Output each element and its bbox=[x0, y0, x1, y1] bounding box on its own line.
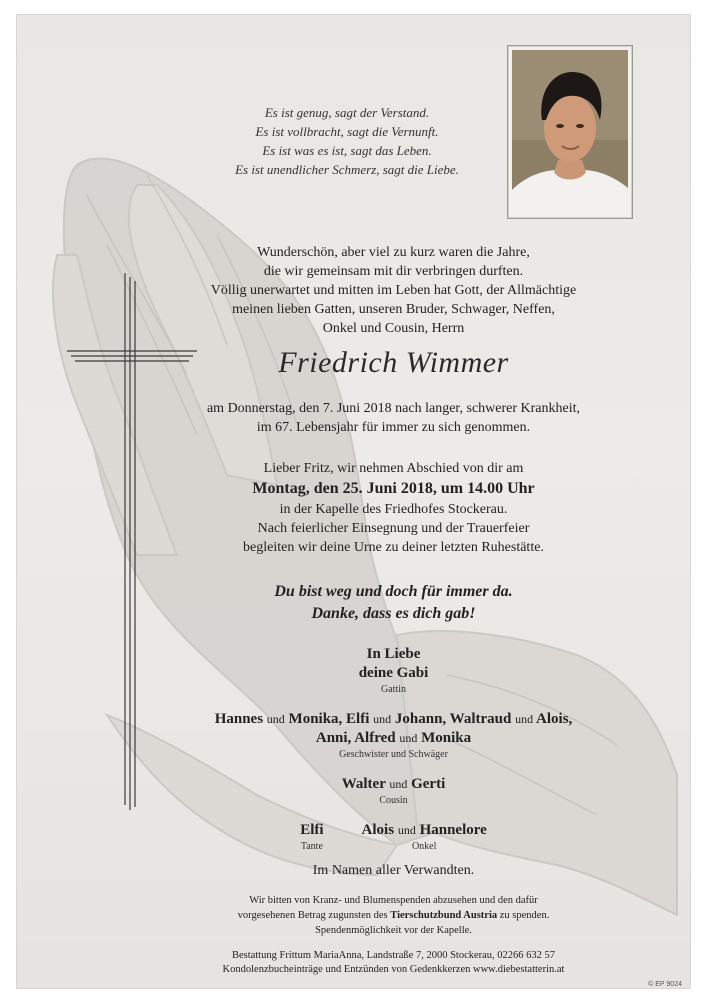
funeral-ceremony: Nach feierlicher Einsegnung und der Trauerfeier bbox=[257, 521, 530, 536]
mourners-list bbox=[157, 645, 630, 853]
aunt-role: Tante bbox=[300, 841, 323, 852]
and-word: und bbox=[399, 731, 418, 745]
intro-text bbox=[157, 243, 630, 338]
cousin-name: Gerti bbox=[411, 776, 446, 792]
memorial-saying bbox=[157, 581, 630, 625]
funeral-location: in der Kapelle des Friedhofes Stockerau. bbox=[279, 502, 508, 517]
sibling-name: Hannes bbox=[214, 711, 264, 727]
funeral-intro: Lieber Fritz, wir nehmen Abschied von dir am bbox=[263, 461, 524, 476]
intro-line: Wunderschön, aber viel zu kurz waren die Jahre, bbox=[257, 245, 530, 260]
portrait-frame bbox=[507, 45, 633, 219]
funeral-urn: begleiten wir deine Urne zu deiner letzten Ruhestätte. bbox=[243, 540, 544, 555]
note-line: Spendenmöglichkeit vor der Kapelle. bbox=[315, 925, 472, 936]
deceased-name: Friedrich Wimmer bbox=[278, 346, 509, 379]
opening-quote bbox=[197, 103, 497, 179]
uncle-role: Onkel bbox=[411, 841, 437, 852]
note-line bbox=[157, 908, 630, 923]
saying-line: Danke, dass es dich gab! bbox=[311, 605, 476, 622]
aunt-name: Elfi bbox=[300, 822, 324, 838]
saying-line: Du bist weg und doch für immer da. bbox=[274, 583, 513, 600]
wife-line1: In Liebe bbox=[366, 646, 421, 662]
and-word: und bbox=[389, 777, 408, 791]
footer-website: Kondolenzbucheinträge und Entzünden von Gedenkkerzen www.diebestatterin.at bbox=[222, 964, 565, 975]
uncle-name: Hannelore bbox=[419, 822, 487, 838]
intro-line: die wir gemeinsam mit dir verbringen durften. bbox=[263, 264, 524, 279]
cousin-name: Walter bbox=[341, 776, 386, 792]
sibling-name: Anni, Alfred bbox=[315, 730, 396, 746]
donation-note bbox=[157, 893, 630, 938]
footer-address: Bestattung Frittum MariaAnna, Landstraße 7, 2000 Stockerau, 02266 632 57 bbox=[231, 950, 556, 961]
funeral-home-footer bbox=[157, 949, 630, 977]
print-code: © EP 9024 bbox=[648, 981, 682, 988]
sibling-name: Monika bbox=[421, 730, 472, 746]
note-text: zu spenden. bbox=[499, 910, 550, 921]
intro-line: Onkel und Cousin, Herrn bbox=[322, 321, 465, 336]
sibling-name: Alois, bbox=[536, 711, 573, 727]
aunt-uncle-row bbox=[157, 821, 630, 853]
note-line: Wir bitten von Kranz- und Blumenspenden abzusehen und den dafür bbox=[249, 895, 538, 906]
funeral-details bbox=[157, 459, 630, 557]
and-word: und bbox=[515, 712, 534, 726]
siblings-line1 bbox=[157, 710, 630, 729]
death-text bbox=[157, 399, 630, 437]
death-line: im 67. Lebensjahr für immer zu sich genommen. bbox=[256, 420, 531, 435]
siblings-line2 bbox=[157, 729, 630, 748]
sibling-name: Johann, Waltraud bbox=[394, 711, 512, 727]
aunt-group bbox=[300, 821, 323, 853]
quote-line: Es ist was es ist, sagt das Leben. bbox=[262, 143, 432, 158]
uncle-names bbox=[362, 821, 487, 840]
siblings-role: Geschwister und Schwäger bbox=[339, 749, 448, 760]
all-relatives: Im Namen aller Verwandten. bbox=[312, 863, 475, 878]
obituary-card bbox=[16, 14, 691, 989]
and-word: und bbox=[373, 712, 392, 726]
note-text: vorgesehenen Betrag zugunsten des bbox=[237, 910, 388, 921]
uncle-name: Alois bbox=[361, 822, 395, 838]
wife-name: deine Gabi bbox=[358, 665, 429, 681]
intro-line: meinen lieben Gatten, unseren Bruder, Schwager, Neffen, bbox=[232, 302, 555, 317]
portrait-photo bbox=[512, 50, 628, 214]
cousins-role: Cousin bbox=[379, 795, 408, 806]
cousins-names bbox=[157, 775, 630, 794]
charity-name: Tierschutzbund Austria bbox=[390, 910, 498, 921]
quote-line: Es ist vollbracht, sagt die Vernunft. bbox=[255, 124, 439, 139]
uncle-group bbox=[362, 821, 487, 853]
funeral-date: Montag, den 25. Juni 2018, um 14.00 Uhr bbox=[252, 480, 535, 497]
sibling-name: Monika, Elfi bbox=[288, 711, 370, 727]
and-word: und bbox=[266, 712, 285, 726]
and-word: und bbox=[397, 823, 416, 837]
wife-role: Gattin bbox=[381, 684, 406, 695]
death-line: am Donnerstag, den 7. Juni 2018 nach langer, schwerer Krankheit, bbox=[206, 401, 581, 416]
quote-line: Es ist genug, sagt der Verstand. bbox=[264, 105, 430, 120]
intro-line: Völlig unerwartet und mitten im Leben hat Gott, der Allmächtige bbox=[210, 283, 577, 298]
quote-line: Es ist unendlicher Schmerz, sagt die Liebe. bbox=[235, 162, 459, 177]
